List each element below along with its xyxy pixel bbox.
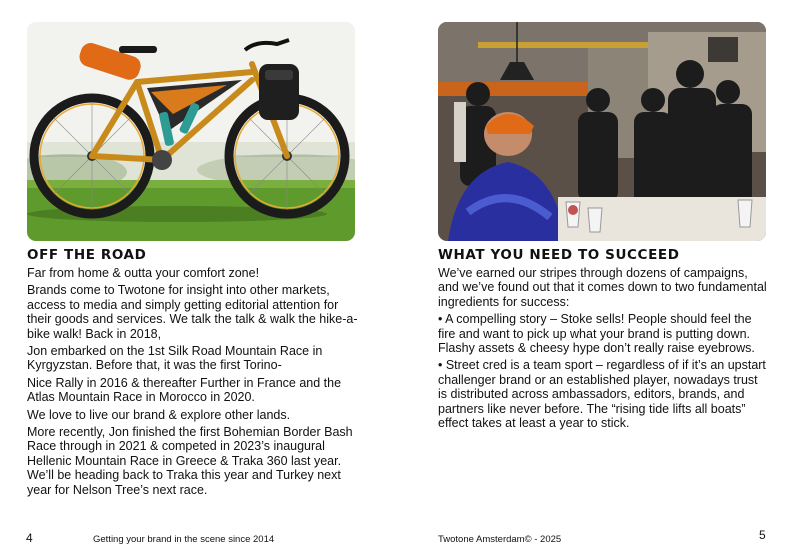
bike-illustration xyxy=(27,22,355,241)
paragraph: Far from home & outta your comfort zone! xyxy=(27,266,260,280)
right-page xyxy=(397,0,794,559)
body-text xyxy=(27,266,359,500)
paragraph: We love to live our brand & explore other lands. xyxy=(27,407,291,422)
bike-photo xyxy=(27,22,355,241)
body-text xyxy=(438,266,768,433)
section-heading: OFF THE ROAD xyxy=(27,247,147,263)
paragraph: • A compelling story – Stoke sells! People should feel the fire and want to pick up what your brand is putting down. Flashy assets & cheesy hype don’t really raise eyebrows. xyxy=(438,312,755,356)
bar-photo xyxy=(438,22,766,241)
section-heading: WHAT YOU NEED TO SUCCEED xyxy=(438,247,680,263)
paragraph: • Street cred is a team sport – regardless of if it’s an upstart challenger brand or an established player, nowadays trust is distributed across ambassadors, editors, brands, and partners like never before. The “rising tide lifts all boats” effect takes at least a year to stick. xyxy=(438,358,766,431)
paragraph: Nice Rally in 2016 & thereafter Further in France and the Atlas Mountain Race in Morocco in 2020. xyxy=(27,375,342,405)
page-number: 4 xyxy=(26,531,33,545)
paragraph: We’ve earned our stripes through dozens of campaigns, and we’ve found out that it comes down to two fundamental ingredients for success: xyxy=(438,266,767,309)
paragraph: Jon embarked on the 1st Silk Road Mountain Race in Kyrgyzstan. Before that, it was the first Torino- xyxy=(27,344,323,373)
paragraph: More recently, Jon finished the first Bohemian Border Bash Race through in 2021 & competed in 2023’s inaugural Hellenic Mountain Race in Greece & Traka 360 last year. We’ll be heading back to Traka this year and Turkey next year for Nelson Tree’s next race. xyxy=(27,425,353,497)
paragraph: Brands come to Twotone for insight into other markets, access to media and simply getting editorial attention for their goods and services. We talk the talk & walk the hike-a-bike walk! Back in 2018, xyxy=(27,283,358,341)
bar-illustration xyxy=(438,22,766,241)
footer-copyright: Twotone Amsterdam© - 2025 xyxy=(438,534,562,545)
page-number: 5 xyxy=(759,528,766,542)
footer-tagline: Getting your brand in the scene since 2014 xyxy=(93,534,275,545)
